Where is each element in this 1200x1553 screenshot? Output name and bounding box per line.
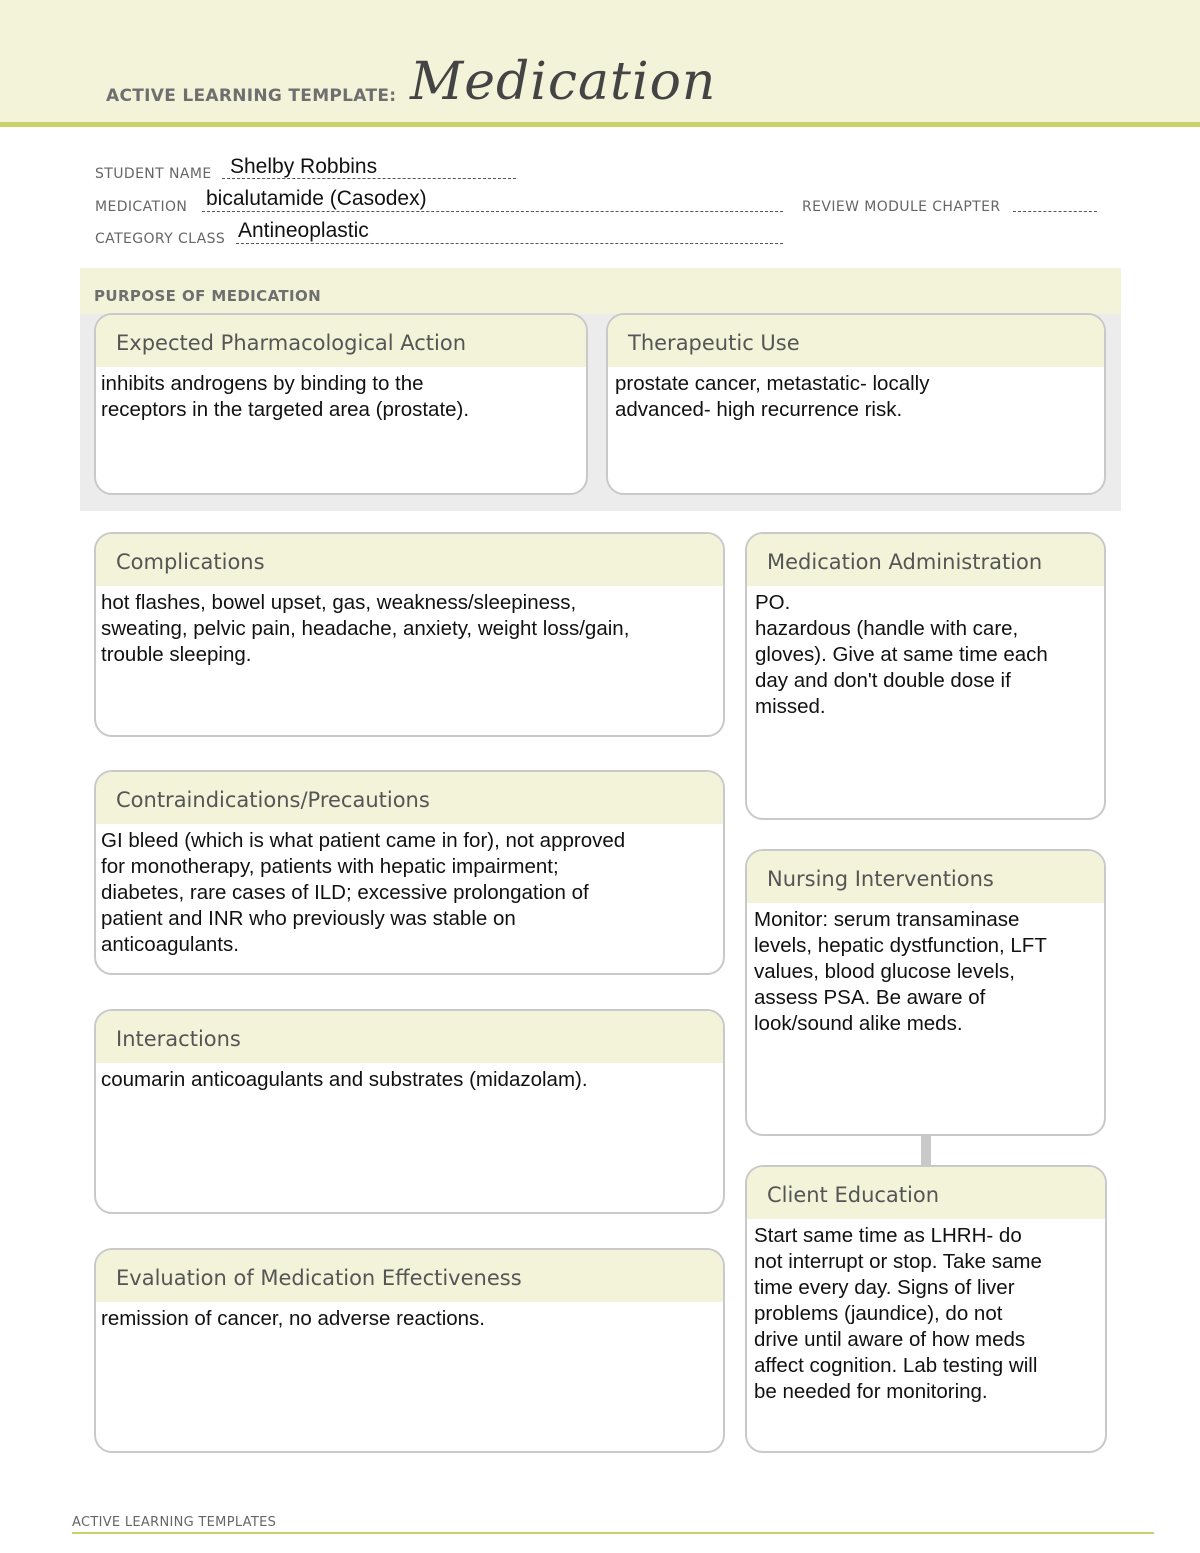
student-name-value[interactable]: Shelby Robbins <box>230 155 378 178</box>
footer-text: ACTIVE LEARNING TEMPLATES <box>72 1515 277 1530</box>
nursing-interventions-text[interactable]: Monitor: serum transaminase levels, hepatic dystfunction, LFT values, blood glucose levels, assess PSA. Be aware of look/sound alike meds. <box>754 908 1047 1035</box>
administration-card <box>745 532 1106 820</box>
header-divider <box>0 122 1200 127</box>
contraindications-card <box>94 770 725 975</box>
connector-bar <box>921 1134 931 1166</box>
review-module-label: REVIEW MODULE CHAPTER <box>802 199 1001 215</box>
complications-card <box>94 532 725 737</box>
footer-divider <box>72 1532 1154 1534</box>
client-education-title: Client Education <box>747 1167 1105 1219</box>
medication-label: MEDICATION <box>95 199 188 215</box>
purpose-title: PURPOSE OF MEDICATION <box>94 287 322 305</box>
interactions-text[interactable]: coumarin anticoagulants and substrates (midazolam). <box>101 1068 588 1091</box>
student-name-label: STUDENT NAME <box>95 166 212 182</box>
contraindications-title: Contraindications/Precautions <box>96 772 723 824</box>
expected-action-text[interactable]: inhibits androgens by binding to the receptors in the targeted area (prostate). <box>101 372 470 421</box>
client-education-text[interactable]: Start same time as LHRH- do not interrupt or stop. Take same time every day. Signs of liver problems (jaundice), do not drive until aware of how meds affect cognition. Lab testing will be needed for monitoring. <box>754 1224 1042 1403</box>
therapeutic-use-card <box>606 313 1106 495</box>
client-education-card <box>745 1165 1107 1453</box>
page-title: Medication <box>410 52 717 112</box>
expected-action-card <box>94 313 588 495</box>
nursing-interventions-title: Nursing Interventions <box>747 851 1104 903</box>
interactions-card <box>94 1009 725 1214</box>
administration-text[interactable]: PO. hazardous (handle with care, gloves). Give at same time each day and don't double dose if missed. <box>755 591 1048 718</box>
evaluation-card <box>94 1248 725 1453</box>
category-class-line <box>236 243 783 244</box>
expected-action-title: Expected Pharmacological Action <box>96 315 586 367</box>
category-class-label: CATEGORY CLASS <box>95 231 226 247</box>
administration-title: Medication Administration <box>747 534 1104 586</box>
therapeutic-use-title: Therapeutic Use <box>608 315 1104 367</box>
evaluation-text[interactable]: remission of cancer, no adverse reactions. <box>101 1307 485 1330</box>
complications-text[interactable]: hot flashes, bowel upset, gas, weakness/sleepiness, sweating, pelvic pain, headache, anxiety, weight loss/gain, trouble sleeping. <box>101 591 630 666</box>
evaluation-title: Evaluation of Medication Effectiveness <box>96 1250 723 1302</box>
review-module-line[interactable] <box>1013 211 1097 212</box>
complications-title: Complications <box>96 534 723 586</box>
therapeutic-use-text[interactable]: prostate cancer, metastatic- locally advanced- high recurrence risk. <box>615 372 930 421</box>
category-class-value[interactable]: Antineoplastic <box>238 219 369 242</box>
medication-line <box>202 211 783 212</box>
template-label: ACTIVE LEARNING TEMPLATE: <box>106 86 397 106</box>
nursing-interventions-card <box>745 849 1106 1136</box>
interactions-title: Interactions <box>96 1011 723 1063</box>
medication-value[interactable]: bicalutamide (Casodex) <box>206 187 427 210</box>
contraindications-text[interactable]: GI bleed (which is what patient came in for), not approved for monotherapy, patients with hepatic impairment; diabetes, rare cases of ILD; excessive prolongation of patient and INR who previously was stable on anticoagulants. <box>101 829 626 956</box>
